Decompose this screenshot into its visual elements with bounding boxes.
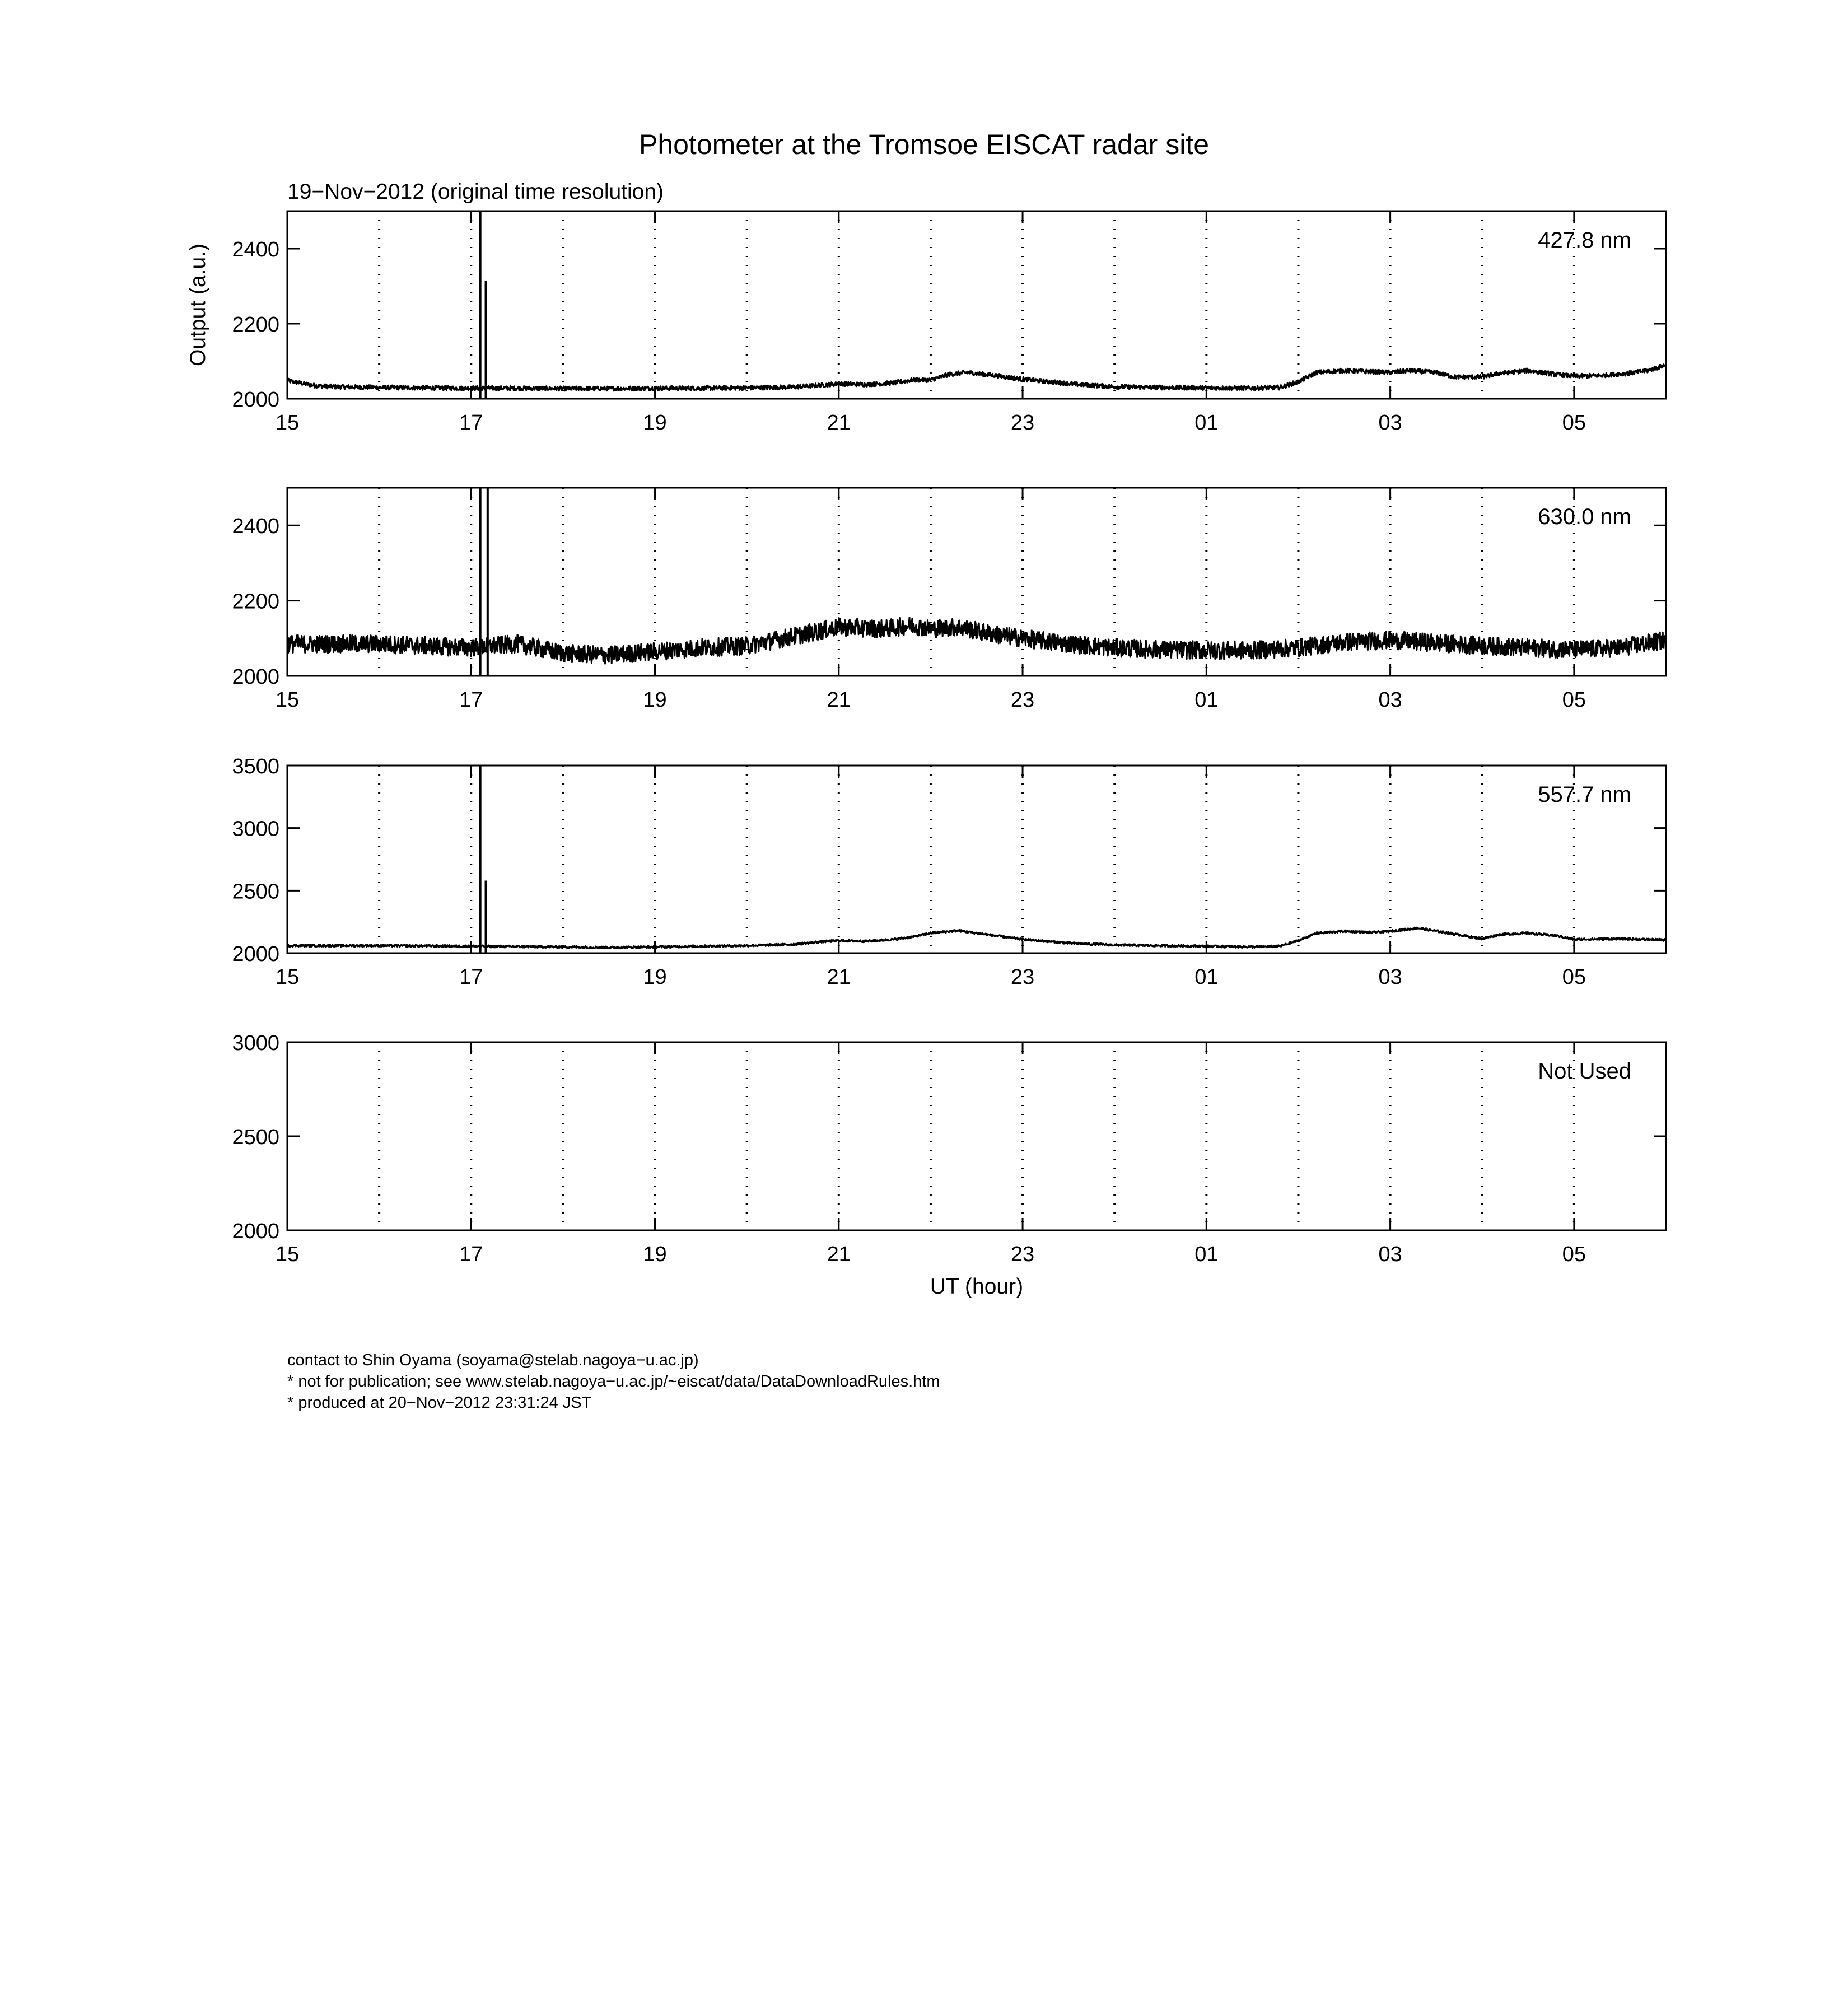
channel-label: 427.8 nm <box>1538 228 1631 253</box>
x-tick-label: 05 <box>1562 411 1586 435</box>
y-tick-label: 2200 <box>232 313 279 337</box>
x-tick-label: 03 <box>1378 688 1402 712</box>
x-tick-label: 15 <box>275 411 300 435</box>
y-tick-label: 2000 <box>232 665 279 689</box>
panel-2 <box>232 488 1666 712</box>
y-tick-label: 2400 <box>232 238 279 262</box>
footer <box>287 1350 940 1413</box>
x-tick-label: 21 <box>827 411 851 435</box>
x-tick-label: 23 <box>1010 965 1035 989</box>
x-tick-label: 21 <box>827 688 851 712</box>
y-tick-label: 2000 <box>232 388 279 412</box>
panel-4 <box>232 1032 1666 1299</box>
data-series-1 <box>287 365 1666 391</box>
x-tick-label: 01 <box>1194 965 1219 989</box>
chart-subtitle: 19−Nov−2012 (original time resolution) <box>287 180 664 204</box>
y-tick-label: 2200 <box>232 590 279 614</box>
x-tick-label: 19 <box>643 411 667 435</box>
data-series-1 <box>287 618 1666 664</box>
y-axis-label: Output (a.u.) <box>186 244 210 366</box>
plot-frame <box>287 1042 1666 1230</box>
y-tick-label: 2500 <box>232 880 279 904</box>
y-tick-label: 2500 <box>232 1126 279 1149</box>
data-series-1 <box>287 927 1666 949</box>
x-tick-label: 17 <box>459 411 483 435</box>
panel-3 <box>232 755 1666 989</box>
x-tick-label: 23 <box>1010 411 1035 435</box>
panel-1 <box>186 211 1666 435</box>
x-tick-label: 15 <box>275 965 300 989</box>
y-tick-label: 3500 <box>232 755 279 778</box>
x-tick-label: 01 <box>1194 688 1219 712</box>
x-tick-label: 19 <box>643 688 667 712</box>
x-tick-label: 19 <box>643 965 667 989</box>
x-tick-label: 03 <box>1378 411 1402 435</box>
x-tick-label: 01 <box>1194 1243 1219 1266</box>
y-tick-label: 3000 <box>232 817 279 841</box>
x-tick-label: 23 <box>1010 688 1035 712</box>
x-tick-label: 15 <box>275 1243 300 1266</box>
channel-label: 630.0 nm <box>1538 505 1631 529</box>
x-tick-label: 23 <box>1010 1243 1035 1266</box>
y-tick-label: 2000 <box>232 942 279 966</box>
plot-frame <box>287 766 1666 953</box>
x-tick-label: 03 <box>1378 1243 1402 1266</box>
x-axis-label: UT (hour) <box>930 1275 1024 1299</box>
y-tick-label: 2000 <box>232 1220 279 1243</box>
footer-contact: contact to Shin Oyama (soyama@stelab.nagoya−u.ac.jp) <box>287 1351 699 1369</box>
footer-produced-time: * produced at 20−Nov−2012 23:31:24 JST <box>287 1394 592 1412</box>
x-tick-label: 17 <box>459 688 483 712</box>
x-tick-label: 19 <box>643 1243 667 1266</box>
y-tick-label: 2400 <box>232 515 279 539</box>
channel-label: 557.7 nm <box>1538 782 1631 807</box>
x-tick-label: 05 <box>1562 688 1586 712</box>
footer-publication-note: * not for publication; see www.stelab.nagoya−u.ac.jp/~eiscat/data/DataDownloadRules.htm <box>287 1373 940 1390</box>
x-tick-label: 03 <box>1378 965 1402 989</box>
y-tick-label: 3000 <box>232 1032 279 1055</box>
x-tick-label: 05 <box>1562 1243 1586 1266</box>
chart-title: Photometer at the Tromsoe EISCAT radar site <box>638 129 1210 160</box>
x-tick-label: 21 <box>827 1243 851 1266</box>
x-tick-label: 01 <box>1194 411 1219 435</box>
x-tick-label: 05 <box>1562 965 1586 989</box>
x-tick-label: 21 <box>827 965 851 989</box>
x-tick-label: 17 <box>459 1243 483 1266</box>
x-tick-label: 15 <box>275 688 300 712</box>
x-tick-label: 17 <box>459 965 483 989</box>
plot-frame <box>287 211 1666 399</box>
channel-label: Not Used <box>1538 1059 1631 1084</box>
